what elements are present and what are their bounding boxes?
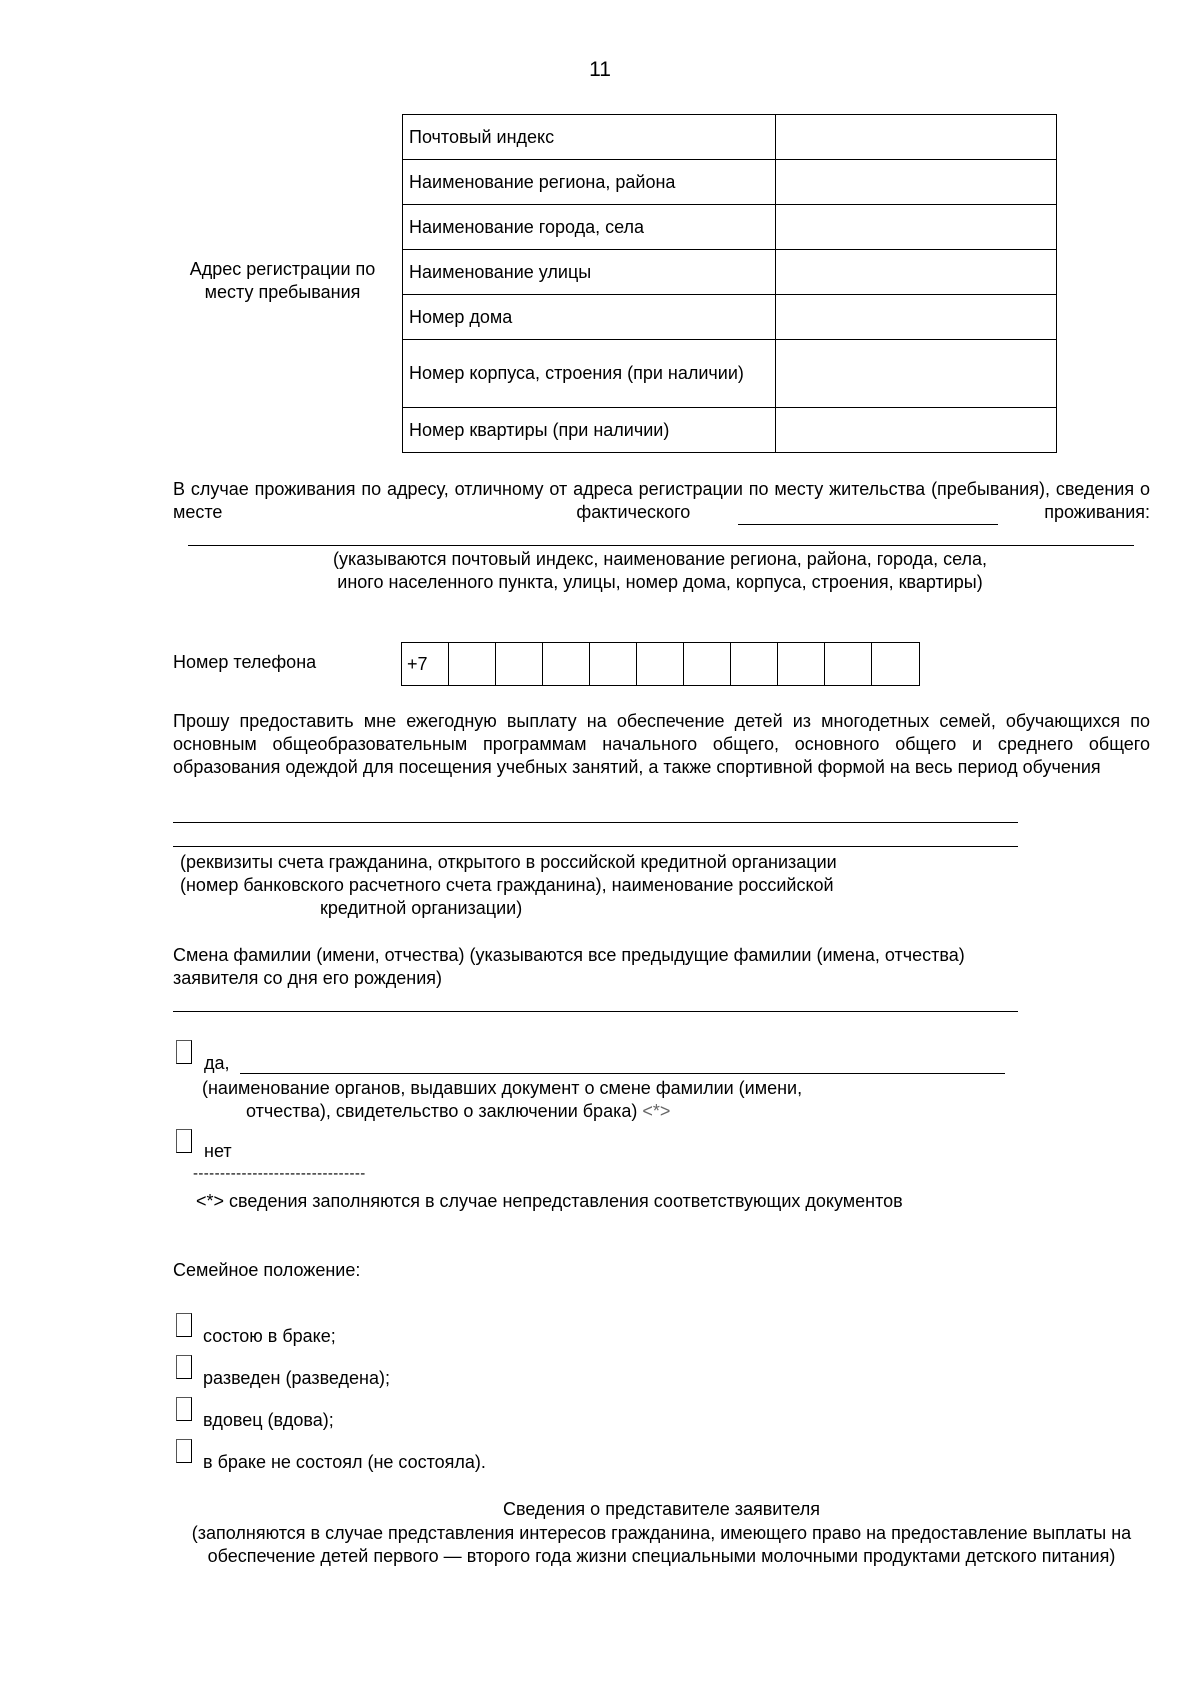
building-field[interactable] xyxy=(776,340,1057,408)
phone-digit[interactable] xyxy=(496,643,543,685)
table-row xyxy=(403,250,1057,295)
request-text: Прошу предоставить мне ежегодную выплату на обеспечение детей из многодетных семей, обучающихся по основным общеобразовательным программам начального общего, основного общего и среднего общего образования одеждой для посещения учебных занятий, а также спортивной формой на весь период обучения xyxy=(173,711,1150,777)
table-row xyxy=(403,115,1057,160)
postal-code-label: Почтовый индекс xyxy=(403,115,776,160)
yes-hint-line2: отчества), свидетельство о заключении брака) xyxy=(246,1101,638,1121)
name-change-yes-field[interactable] xyxy=(240,1073,1005,1074)
address-label: Адрес регистрации по месту пребывания xyxy=(189,259,376,302)
bank-hint-line1: (реквизиты счета гражданина, открытого в российской кредитной организации xyxy=(180,852,837,872)
phone-digit[interactable] xyxy=(590,643,637,685)
bank-details-field-line2[interactable] xyxy=(173,846,1018,847)
marital-option-never-married: в браке не состоял (не состояла). xyxy=(203,1452,486,1472)
apartment-field[interactable] xyxy=(776,408,1057,453)
marital-option-divorced: разведен (разведена); xyxy=(203,1368,391,1388)
representative-title: Сведения о представителе заявителя xyxy=(502,1499,821,1519)
representative-subtitle: (заполняются в случае представления интересов гражданина, имеющего право на предоставление выплаты на обеспечение детей первого — второго года жизни специальными молочными продуктами детского питания) xyxy=(191,1523,1132,1566)
actual-residence-field[interactable] xyxy=(738,524,998,525)
table-row xyxy=(403,295,1057,340)
table-row xyxy=(403,205,1057,250)
name-change-no-checkbox[interactable] xyxy=(176,1129,192,1153)
building-label: Номер корпуса, строения (при наличии) xyxy=(403,340,776,408)
region-label: Наименование региона, района xyxy=(403,160,776,205)
phone-digit[interactable] xyxy=(825,643,872,685)
name-change-field[interactable] xyxy=(173,1011,1018,1012)
marital-option-widowed: вдовец (вдова); xyxy=(203,1410,334,1430)
name-change-yes-label: да, xyxy=(204,1053,230,1073)
yes-hint-line1: (наименование органов, выдавших документ о смене фамилии (имени, xyxy=(202,1078,803,1098)
bank-details-field[interactable] xyxy=(173,822,1018,823)
marital-option-checkbox-never-married[interactable] xyxy=(176,1439,192,1463)
footnote-rule: -------------------------------- xyxy=(193,1165,366,1182)
city-field[interactable] xyxy=(776,205,1057,250)
bank-hint-line2: (номер банковского расчетного счета гражданина), наименование российской xyxy=(180,875,834,895)
table-row xyxy=(403,408,1057,453)
page-number: 11 xyxy=(589,58,611,81)
actual-residence-hint: (указываются почтовый индекс, наименование региона, района, города, села, иного населенного пункта, улицы, номер дома, корпуса, строения, квартиры) xyxy=(332,549,988,592)
name-change-yes-hint xyxy=(202,1077,1022,1123)
address-table xyxy=(402,114,1057,453)
house-label: Номер дома xyxy=(403,295,776,340)
phone-digit[interactable] xyxy=(543,643,590,685)
bank-hint-line3: кредитной организации) xyxy=(320,898,523,918)
table-row xyxy=(403,340,1057,408)
marital-title: Семейное положение: xyxy=(173,1260,361,1280)
phone-digit[interactable] xyxy=(778,643,825,685)
apartment-label: Номер квартиры (при наличии) xyxy=(403,408,776,453)
name-change-text: Смена фамилии (имени, отчества) (указываются все предыдущие фамилии (имена, отчества) заявителя со дня его рождения) xyxy=(173,945,965,988)
footnote-text: <*> сведения заполняются в случае непредставления соответствующих документов xyxy=(196,1191,903,1211)
table-row xyxy=(403,160,1057,205)
street-label: Наименование улицы xyxy=(403,250,776,295)
phone-digit[interactable] xyxy=(449,643,496,685)
name-change-no-label: нет xyxy=(204,1141,232,1161)
actual-residence-field-line2[interactable] xyxy=(188,545,1134,546)
phone-digit[interactable] xyxy=(731,643,778,685)
marital-option-checkbox-widowed[interactable] xyxy=(176,1397,192,1421)
city-label: Наименование города, села xyxy=(403,205,776,250)
phone-digit[interactable] xyxy=(637,643,684,685)
phone-prefix: +7 xyxy=(402,643,449,685)
bank-details-hint xyxy=(180,851,1010,920)
footnote-ref: <*> xyxy=(642,1101,671,1121)
house-field[interactable] xyxy=(776,295,1057,340)
marital-option-married: состою в браке; xyxy=(203,1326,336,1346)
marital-option-checkbox-married[interactable] xyxy=(176,1313,192,1337)
phone-digit[interactable] xyxy=(684,643,731,685)
phone-label: Номер телефона xyxy=(173,652,317,672)
marital-option-checkbox-divorced[interactable] xyxy=(176,1355,192,1379)
actual-residence-text: В случае проживания по адресу, отличному от адреса регистрации по месту жительства (пребывания), сведения о месте фактического проживания: xyxy=(173,479,1150,522)
phone-digit[interactable] xyxy=(872,643,919,685)
region-field[interactable] xyxy=(776,160,1057,205)
postal-code-field[interactable] xyxy=(776,115,1057,160)
street-field[interactable] xyxy=(776,250,1057,295)
name-change-yes-checkbox[interactable] xyxy=(176,1040,192,1064)
phone-input[interactable] xyxy=(401,642,920,686)
